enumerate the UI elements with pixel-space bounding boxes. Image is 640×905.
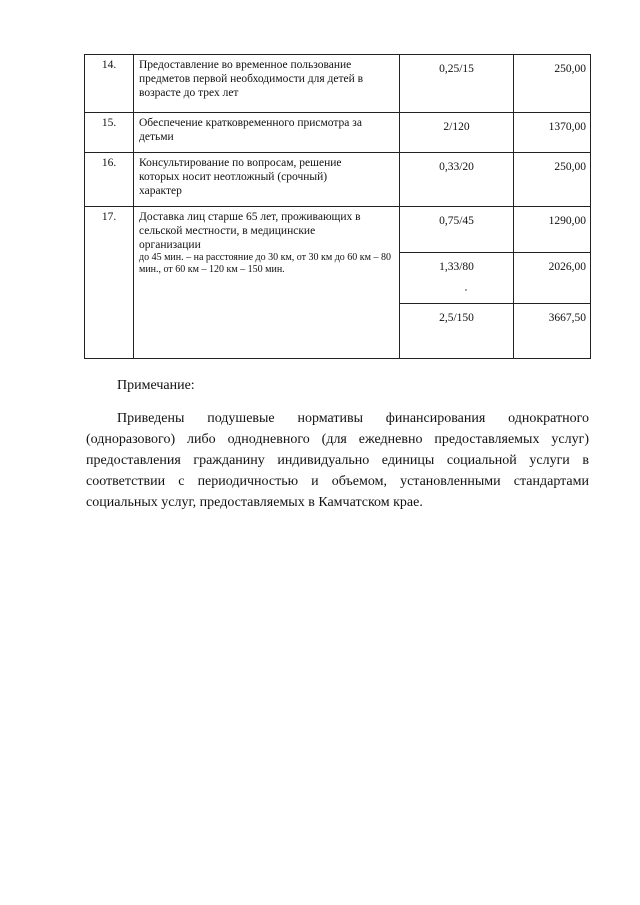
norm-value: 2,5/150: [400, 304, 514, 359]
service-name: [134, 207, 400, 359]
norm-value: 2/120: [400, 113, 514, 153]
service-name-line: Обеспечение кратковременного присмотра за: [139, 117, 362, 129]
service-name: [134, 113, 400, 153]
service-name-line: предметов первой необходимости для детей в: [139, 73, 364, 85]
norm-value: 0,33/20: [400, 153, 514, 207]
price-value: 1370,00: [514, 113, 591, 153]
scan-speck: [465, 289, 467, 291]
service-name-line: которых носит неотложный (срочный): [139, 171, 328, 183]
service-name-line: Предоставление во временное пользование: [139, 59, 352, 71]
row-number: 17.: [85, 207, 134, 359]
service-name-line: Доставка лиц старше 65 лет, проживающих в: [139, 211, 361, 223]
row-number: 16.: [85, 153, 134, 207]
price-value: 1290,00: [514, 207, 591, 253]
table-row: [85, 113, 591, 153]
norm-value: 0,75/45: [400, 207, 514, 253]
note-title: Примечание:: [117, 378, 195, 393]
table-row: [85, 55, 591, 113]
row-number: 14.: [85, 55, 134, 113]
service-name: [134, 153, 400, 207]
table-row: [85, 207, 591, 253]
price-value: 250,00: [514, 55, 591, 113]
norm-value: 0,25/15: [400, 55, 514, 113]
services-table: [84, 54, 591, 359]
service-name-line: детьми: [139, 131, 174, 143]
price-value: 250,00: [514, 153, 591, 207]
price-value: 2026,00: [514, 253, 591, 304]
service-name-line: организации: [139, 239, 201, 251]
service-name-line: характер: [139, 185, 182, 197]
service-name-line: возрасте до трех лет: [139, 87, 239, 99]
norm-value: 1,33/80: [400, 253, 514, 304]
table-row: [85, 153, 591, 207]
note-text: Приведены подушевые нормативы финансирования однократного (одноразового) либо однодневного (для ежедневно предоставляемых услуг) предоставления гражданину индивидуально единицы социальной услуги в соответствии с периодичностью и объемом, установленными стандартами социальных услуг, предоставляемых в Камчатском крае.: [86, 411, 589, 510]
service-name-line: сельской местности, в медицинские: [139, 225, 316, 237]
service-time-note: до 45 мин. – на расстояние до 30 км, от 30 км до 60 км – 80 мин., от 60 км – 120 км – 150 мин.: [139, 252, 391, 275]
service-name-line: Консультирование по вопросам, решение: [139, 157, 342, 169]
service-name: [134, 55, 400, 113]
price-value: 3667,50: [514, 304, 591, 359]
row-number: 15.: [85, 113, 134, 153]
